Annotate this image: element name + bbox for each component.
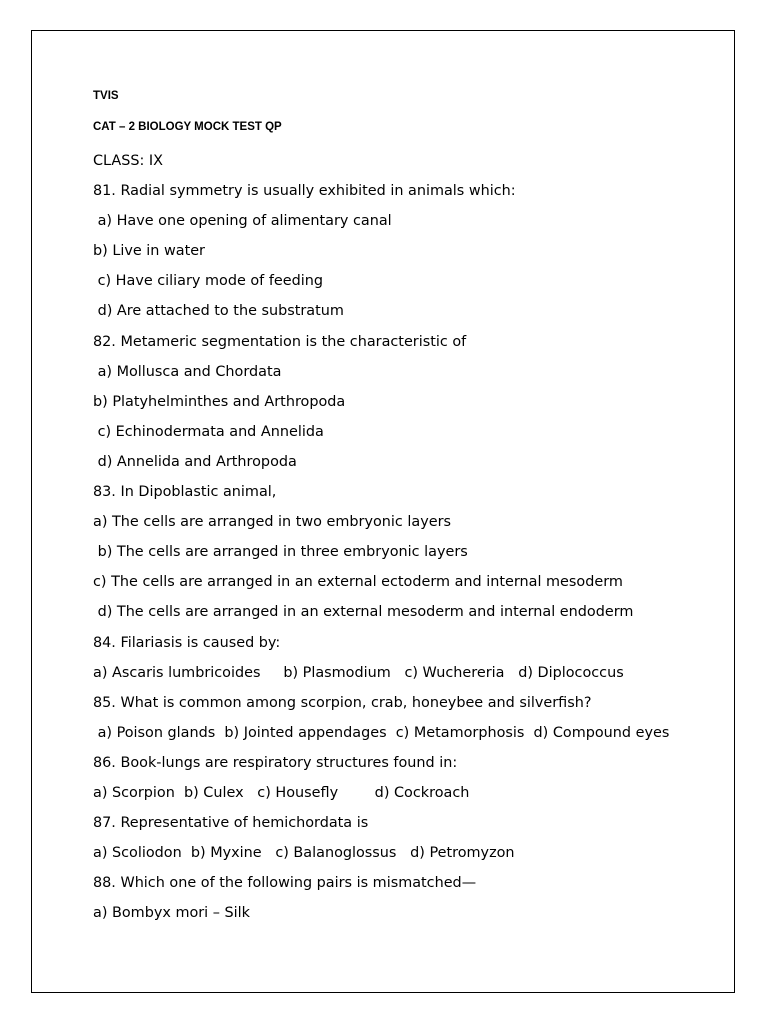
option-88-a: a) Bombyx mori – Silk [93,905,250,922]
school-name: TVIS [93,90,119,102]
option-81-a: a) Have one opening of alimentary canal [93,213,392,230]
option-83-a: a) The cells are arranged in two embryonic layers [93,514,451,531]
option-82-c: c) Echinodermata and Annelida [93,423,324,440]
test-title: CAT – 2 BIOLOGY MOCK TEST QP [93,121,282,133]
options-86: a) Scorpion b) Culex c) Housefly d) Cockroach [93,784,470,801]
question-83: 83. In Dipoblastic animal, [93,484,277,501]
option-81-d: d) Are attached to the substratum [93,303,344,320]
option-83-c: c) The cells are arranged in an external ectoderm and internal mesoderm [93,574,623,591]
options-87: a) Scoliodon b) Myxine c) Balanoglossus d) Petromyzon [93,845,515,862]
option-82-a: a) Mollusca and Chordata [93,363,282,380]
option-82-d: d) Annelida and Arthropoda [93,453,297,470]
options-84: a) Ascaris lumbricoides b) Plasmodium c) Wuchereria d) Diplococcus [93,664,624,681]
class-line: CLASS: IX [93,153,164,169]
question-85: 85. What is common among scorpion, crab, honeybee and silverfish? [93,694,592,711]
question-87: 87. Representative of hemichordata is [93,815,369,832]
option-83-d: d) The cells are arranged in an external mesoderm and internal endoderm [93,604,634,621]
question-88: 88. Which one of the following pairs is mismatched— [93,875,477,892]
question-86: 86. Book-lungs are respiratory structures found in: [93,754,458,771]
question-81: 81. Radial symmetry is usually exhibited in animals which: [93,183,516,200]
options-85: a) Poison glands b) Jointed appendages c) Metamorphosis d) Compound eyes [93,724,670,741]
option-83-b: b) The cells are arranged in three embryonic layers [93,544,468,561]
question-82: 82. Metameric segmentation is the characteristic of [93,333,467,350]
question-84: 84. Filariasis is caused by: [93,634,281,651]
option-81-b: b) Live in water [93,243,205,260]
option-81-c: c) Have ciliary mode of feeding [93,273,323,290]
option-82-b: b) Platyhelminthes and Arthropoda [93,393,346,410]
document-body [93,84,713,928]
